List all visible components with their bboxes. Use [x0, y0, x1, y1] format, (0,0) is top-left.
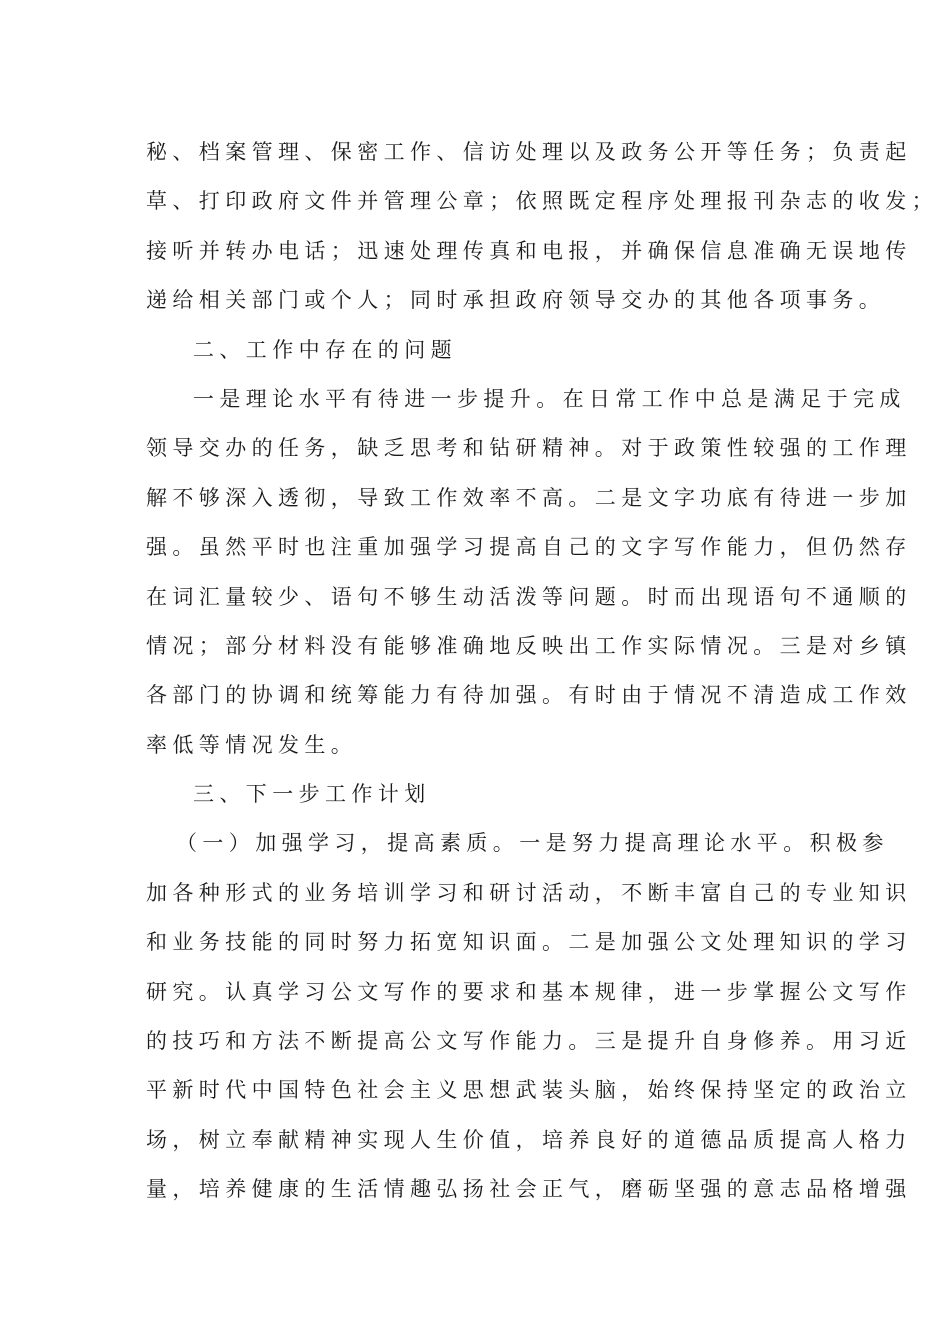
- paragraph-line: 领导交办的任务，缺乏思考和钻研精神。对于政策性较强的工作理: [146, 436, 912, 461]
- paragraph-line: 各部门的协调和统筹能力有待加强。有时由于情况不清造成工作效: [146, 683, 912, 708]
- paragraph-line: 解不够深入透彻，导致工作效率不高。二是文字功底有待进一步加: [146, 485, 912, 510]
- paragraph-line: 量，培养健康的生活情趣弘扬社会正气，磨砺坚强的意志品格增强: [146, 1177, 912, 1202]
- paragraph-line: 秘、档案管理、保密工作、信访处理以及政务公开等任务；负责起: [146, 140, 912, 164]
- paragraph-line: 平新时代中国特色社会主义思想武装头脑，始终保持坚定的政治立: [146, 1078, 912, 1103]
- paragraph-line: 研究。认真学习公文写作的要求和基本规律，进一步掌握公文写作: [146, 979, 912, 1004]
- paragraph-line: 情况；部分材料没有能够准确地反映出工作实际情况。三是对乡镇: [146, 633, 912, 658]
- paragraph-line: 加各种形式的业务培训学习和研讨活动，不断丰富自己的专业知识: [146, 880, 912, 905]
- paragraph-line: 草、打印政府文件并管理公章；依照既定程序处理报刊杂志的收发；: [146, 189, 938, 214]
- paragraph-line: 一是理论水平有待进一步提升。在日常工作中总是满足于完成: [193, 386, 906, 411]
- paragraph-line: 递给相关部门或个人；同时承担政府领导交办的其他各项事务。: [146, 288, 886, 313]
- paragraph-line: 和业务技能的同时努力拓宽知识面。二是加强公文处理知识的学习: [146, 930, 912, 955]
- section-heading-plan: 三、下一步工作计划: [193, 782, 431, 807]
- section-heading-problems: 二、工作中存在的问题: [193, 337, 457, 362]
- paragraph-line: 强。虽然平时也注重加强学习提高自己的文字写作能力，但仍然存: [146, 535, 912, 560]
- paragraph-line: （一）加强学习，提高素质。一是努力提高理论水平。积极参: [176, 831, 889, 856]
- document-body: [146, 128, 938, 1215]
- paragraph-line: 接听并转办电话；迅速处理传真和电报，并确保信息准确无误地传: [146, 238, 912, 263]
- paragraph-line: 在词汇量较少、语句不够生动活泼等问题。时而出现语句不通顺的: [146, 584, 912, 609]
- paragraph-line: 的技巧和方法不断提高公文写作能力。三是提升自身修养。用习近: [146, 1029, 912, 1054]
- paragraph-line: 率低等情况发生。: [146, 732, 358, 757]
- paragraph-line: 场，树立奉献精神实现人生价值，培养良好的道德品质提高人格力: [146, 1127, 912, 1152]
